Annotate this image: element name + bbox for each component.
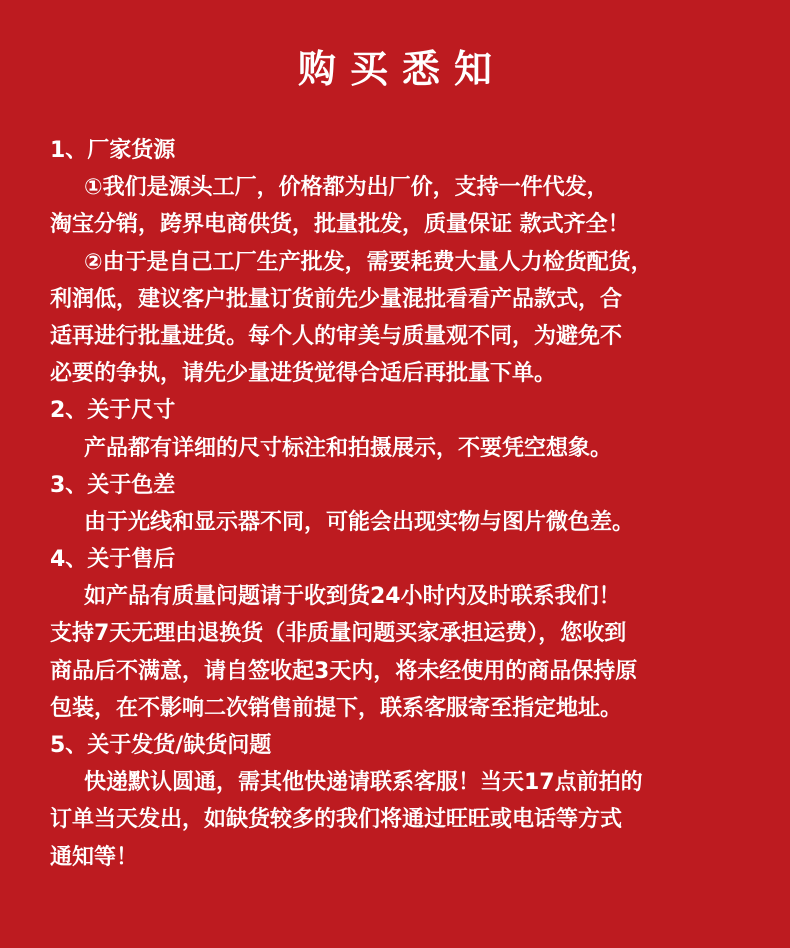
paragraph-line: ①我们是源头工厂，价格都为出厂价，支持一件代发， xyxy=(84,175,609,201)
paragraph-line: 利润低，建议客户批量订货前先少量混批看看产品款式，合 xyxy=(50,286,623,312)
page-title: 购买悉知 xyxy=(297,47,506,91)
section-heading-after-sales: 4、关于售后 xyxy=(50,547,176,573)
section-heading-shipping: 5、关于发货/缺货问题 xyxy=(50,733,272,758)
paragraph-line: 快递默认圆通，需其他快递请联系客服！当天17点前拍的 xyxy=(84,770,643,796)
paragraph-line: 由于光线和显示器不同，可能会出现实物与图片微色差。 xyxy=(84,509,635,535)
paragraph-line: 支持7天无理由退换货（非质量问题买家承担运费），您收到 xyxy=(50,621,627,647)
section-heading-size: 2、关于尺寸 xyxy=(50,398,176,424)
paragraph-line: 通知等！ xyxy=(50,844,139,870)
paragraph-line: 如产品有质量问题请于收到货24小时内及时联系我们！ xyxy=(84,584,621,610)
section-heading-factory-source: 1、厂家货源 xyxy=(50,138,176,163)
paragraph-line: 淘宝分销，跨界电商供货，批量批发，质量保证 款式齐全！ xyxy=(50,212,630,238)
paragraph-line: 产品都有详细的尺寸标注和拍摄展示，不要凭空想象。 xyxy=(84,435,613,461)
notice-content xyxy=(50,132,770,876)
paragraph-line: 适再进行批量进货。每个人的审美与质量观不同，为避免不 xyxy=(50,323,623,349)
paragraph-line: 商品后不满意，请自签收起3天内，将未经使用的商品保持原 xyxy=(50,658,638,684)
paragraph-line: 必要的争执，请先少量进货觉得合适后再批量下单。 xyxy=(50,361,557,387)
paragraph-line: ②由于是自己工厂生产批发，需要耗费大量人力检货配货， xyxy=(84,249,653,275)
paragraph-line: 包装，在不影响二次销售前提下，联系客服寄至指定地址。 xyxy=(50,695,623,721)
section-heading-color-difference: 3、关于色差 xyxy=(50,472,176,498)
paragraph-line: 订单当天发出，如缺货较多的我们将通过旺旺或电话等方式 xyxy=(50,807,623,833)
